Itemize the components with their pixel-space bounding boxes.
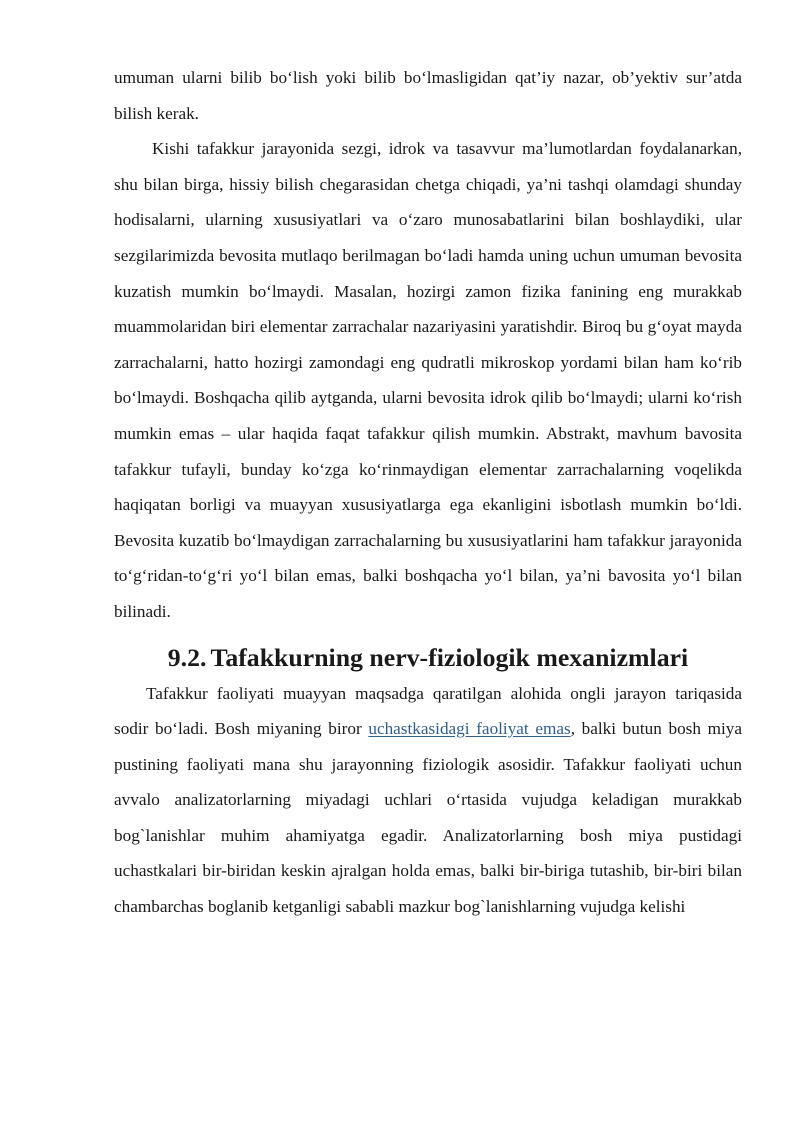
paragraph-continuation: umuman ularni bilib bo‘lish yoki bilib bo‘lmasligidan qat’iy nazar, ob’yektiv sur’atda bilish kerak. — [114, 68, 742, 123]
inline-link[interactable]: uchastkasidagi faoliyat emas — [368, 719, 571, 739]
paragraph-thinking-beyond-senses: Kishi tafakkur jarayonida sezgi, idrok va tasavvur ma’lumotlardan foydalanarkan, shu bilan birga, hissiy bilish chegarasidan chetga chiqadi, ya’ni tashqi olamdagi shunday hodisalarni, ularning xususiyatlari va o‘zaro munosabatlarini bilan boshlaydiki, ular sezgilarimizda bevosita mutlaqo berilmagan bo‘ladi hamda uning uchun umuman bevosita kuzatish mumkin bo‘lmaydi. Masalan, hozirgi zamon fizika fanining eng murakkab muammolaridan biri elementar zarrachalar nazariyasini yaratishdir. Biroq bu g‘oyat mayda zarrachalarni, hatto hozirgi zamondagi eng qudratli mikroskop yordami bilan ham ko‘rib bo‘lmaydi. Boshqacha qilib aytganda, ularni bevosita idrok qilib bo‘lmaydi; ularni ko‘rish mumkin emas – ular haqida faqat tafakkur qilish mumkin. Abstrakt, mavhum bavosita tafakkur tufayli, bunday ko‘zga ko‘rinmaydigan elementar zarrachalarning voqelikda haqiqatan borligi va muayyan xususiyatlarga ega ekanligini isbotlash mumkin bo‘ldi. Bevosita kuzatib bo‘lmaydigan zarrachalarning bu xususiyatlarini ham tafakkur jarayonida to‘g‘ridan-to‘g‘ri yo‘l bilan emas, balki boshqacha yo‘l bilan, ya’ni bavosita yo‘l bilan bilinadi. — [114, 139, 742, 621]
paragraph-text-start: Tafakkur faoliyati muayyan maqsadga qaratilgan alohida ongli jarayon tariqasida sodir bo‘ladi. Bosh miyaning biror — [114, 683, 742, 739]
section-title: Tafakkurning nerv-fiziologik mexanizmlari — [210, 642, 689, 672]
document-page — [114, 60, 742, 925]
paragraph-text-end: , balki butun bosh miya pustining faoliyati mana shu jarayonning fiziologik asosidir. Tafakkur faoliyati uchun avvalo analizatorlarning miyadagi uchlari o‘rtasida vujudga keladigan murakkab bog`lanishlar muhim ahamiyatga egadir. Analizatorlarning bosh miya pustidagi uchastkalari bir-biridan keskin ajralgan holda emas, balki bir-biriga tutashib, bir-biri bilan chambarchas boglanib ketganligi sababli mazkur bog`lanishlarning vujudga kelishi — [114, 719, 742, 917]
section-number: 9.2. — [167, 642, 207, 672]
paragraph-neurophysiology — [114, 676, 742, 925]
section-heading — [114, 640, 742, 676]
